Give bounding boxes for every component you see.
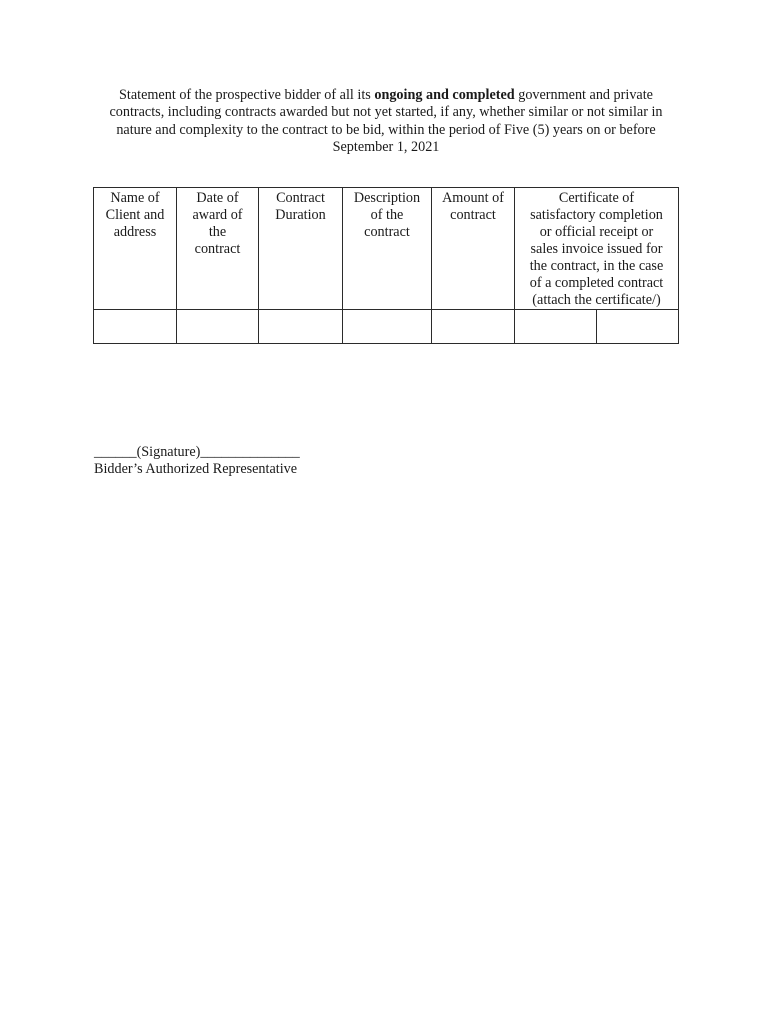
header-completion-certificate: Certificate of satisfactory completion or official receipt or sales invoice issued for the contract, in the case of a completed contract (attach the certificate/): [515, 188, 679, 310]
header-client-name-address: Name of Client and address: [94, 188, 177, 310]
certificate-subcell-right[interactable]: [596, 310, 678, 343]
header-date-of-award: Date of award of the contract: [177, 188, 259, 310]
table-row: [94, 310, 679, 344]
contract-description-cell[interactable]: [343, 310, 432, 344]
header-contract-description: Description of the contract: [343, 188, 432, 310]
table-header-row: [94, 188, 679, 310]
header-contract-duration: Contract Duration: [259, 188, 343, 310]
header-contract-amount: Amount of contract: [432, 188, 515, 310]
completion-certificate-cell: [515, 310, 679, 344]
certificate-subcell-left[interactable]: [515, 310, 596, 343]
signature-caption: Bidder’s Authorized Representative: [94, 460, 298, 477]
signature-block: [94, 444, 300, 477]
statement-emphasis: ongoing and completed: [374, 87, 515, 103]
statement-paragraph: [96, 87, 676, 157]
certificate-split-cell: [515, 310, 678, 343]
signature-line[interactable]: ______(Signature)______________: [94, 444, 300, 460]
contract-amount-cell[interactable]: [432, 310, 515, 344]
client-name-address-cell[interactable]: [94, 310, 177, 344]
date-of-award-cell[interactable]: [177, 310, 259, 344]
statement-text-end: government and private contracts, including contracts awarded but not yet started, if any, whether similar or not similar in nature and complexity to the contract to be bid, within the period of Five (5) years on or before September 1, 2021: [109, 87, 663, 156]
contract-duration-cell[interactable]: [259, 310, 343, 344]
statement-text-start: Statement of the prospective bidder of all its: [119, 87, 375, 103]
contracts-table: [93, 187, 679, 344]
